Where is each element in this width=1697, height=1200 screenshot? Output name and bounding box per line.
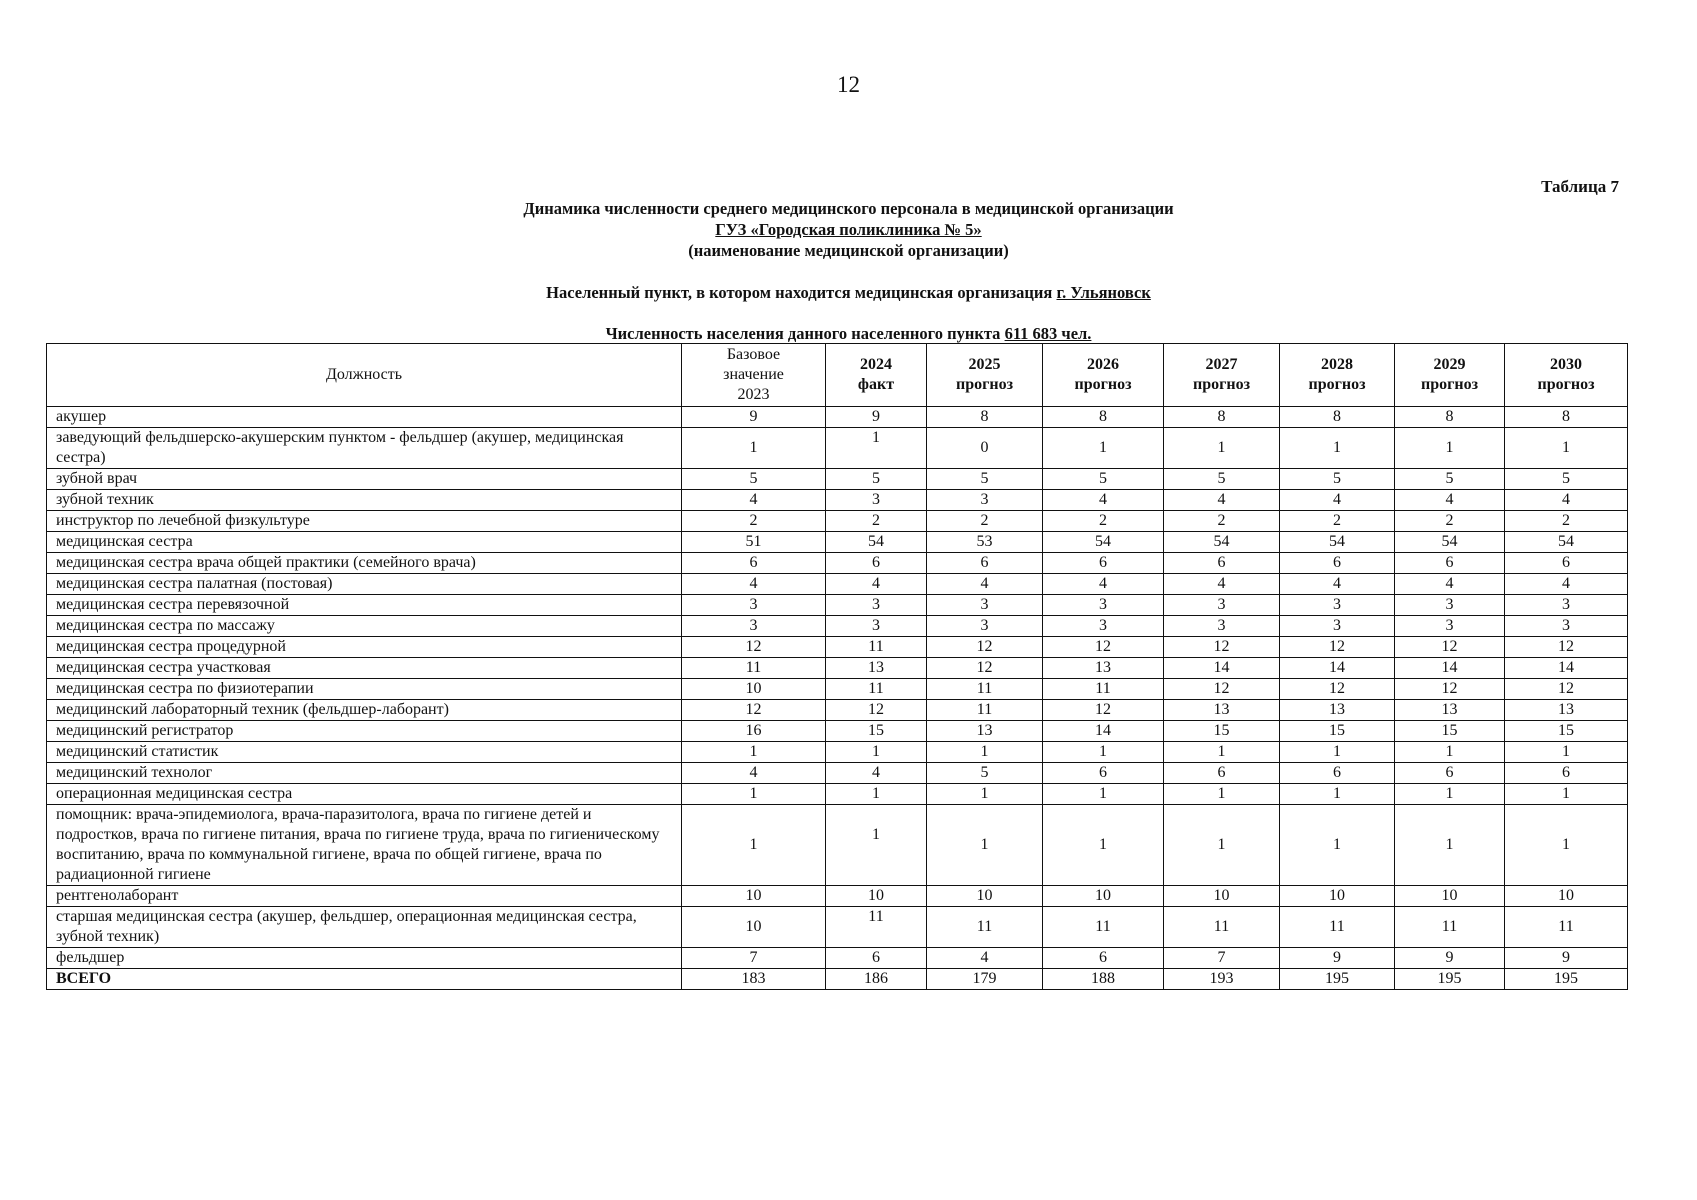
population-line <box>0 323 1697 344</box>
value-2029: 15 <box>1395 721 1505 742</box>
value-2030: 1 <box>1505 805 1628 886</box>
table-row <box>47 490 1628 511</box>
value-2023: 10 <box>682 886 826 907</box>
header-2030-year: 2030 <box>1550 356 1582 373</box>
value-2025: 11 <box>927 907 1043 948</box>
row-position: медицинская сестра по массажу <box>47 616 682 637</box>
value-2028: 2 <box>1280 511 1395 532</box>
value-2030: 6 <box>1505 553 1628 574</box>
value-2027: 4 <box>1164 490 1280 511</box>
value-2028: 9 <box>1280 948 1395 969</box>
value-2023: 5 <box>682 469 826 490</box>
value-2024: 9 <box>826 407 927 428</box>
table-row <box>47 574 1628 595</box>
value-2027: 7 <box>1164 948 1280 969</box>
table-row <box>47 742 1628 763</box>
value-2029: 9 <box>1395 948 1505 969</box>
value-2029: 4 <box>1395 574 1505 595</box>
table-row <box>47 721 1628 742</box>
value-2023: 1 <box>682 742 826 763</box>
value-2027: 5 <box>1164 469 1280 490</box>
value-2028: 4 <box>1280 574 1395 595</box>
value-2026: 2 <box>1043 511 1164 532</box>
value-2023: 3 <box>682 616 826 637</box>
value-2027: 3 <box>1164 595 1280 616</box>
staff-table <box>46 343 1628 990</box>
total-2023: 183 <box>682 969 826 990</box>
value-2025: 12 <box>927 658 1043 679</box>
value-2025: 1 <box>927 805 1043 886</box>
value-2024: 4 <box>826 574 927 595</box>
value-2030: 8 <box>1505 407 1628 428</box>
table-row <box>47 805 1628 886</box>
header-2028-year: 2028 <box>1321 356 1353 373</box>
value-2030: 1 <box>1505 784 1628 805</box>
value-2028: 6 <box>1280 763 1395 784</box>
value-2026: 4 <box>1043 574 1164 595</box>
value-2023: 12 <box>682 700 826 721</box>
header-2029-year: 2029 <box>1433 356 1466 373</box>
value-2025: 4 <box>927 948 1043 969</box>
locality-value: г. Ульяновск <box>1056 283 1151 302</box>
value-2026: 1 <box>1043 428 1164 469</box>
row-position: медицинский технолог <box>47 763 682 784</box>
value-2024: 11 <box>826 679 927 700</box>
value-2028: 13 <box>1280 700 1395 721</box>
value-2030: 10 <box>1505 886 1628 907</box>
value-2024: 6 <box>826 553 927 574</box>
value-2026: 6 <box>1043 553 1164 574</box>
value-2029: 6 <box>1395 553 1505 574</box>
value-2028: 12 <box>1280 679 1395 700</box>
table-row <box>47 532 1628 553</box>
value-2023: 11 <box>682 658 826 679</box>
value-2026: 54 <box>1043 532 1164 553</box>
header-2024 <box>826 344 927 407</box>
table-row <box>47 763 1628 784</box>
table-row <box>47 553 1628 574</box>
table-row <box>47 658 1628 679</box>
value-2026: 10 <box>1043 886 1164 907</box>
value-2024: 10 <box>826 886 927 907</box>
value-2030: 1 <box>1505 428 1628 469</box>
total-2030: 195 <box>1505 969 1628 990</box>
value-2023: 1 <box>682 428 826 469</box>
total-2025: 179 <box>927 969 1043 990</box>
total-2024: 186 <box>826 969 927 990</box>
value-2030: 6 <box>1505 763 1628 784</box>
total-2028: 195 <box>1280 969 1395 990</box>
value-2024: 2 <box>826 511 927 532</box>
header-2025-year: 2025 <box>968 356 1001 373</box>
row-position: старшая медицинская сестра (акушер, фельдшер, операционная медицинская сестра, зубной техник) <box>47 907 682 948</box>
value-2025: 2 <box>927 511 1043 532</box>
value-2027: 13 <box>1164 700 1280 721</box>
row-position: медицинский статистик <box>47 742 682 763</box>
value-2029: 10 <box>1395 886 1505 907</box>
header-base-line3: 2023 <box>737 386 770 403</box>
value-2028: 10 <box>1280 886 1395 907</box>
value-2029: 1 <box>1395 784 1505 805</box>
row-position: акушер <box>47 407 682 428</box>
row-position: рентгенолаборант <box>47 886 682 907</box>
value-2028: 1 <box>1280 805 1395 886</box>
value-2030: 14 <box>1505 658 1628 679</box>
value-2024: 11 <box>826 637 927 658</box>
value-2024: 1 <box>826 742 927 763</box>
row-position: инструктор по лечебной физкультуре <box>47 511 682 532</box>
value-2028: 8 <box>1280 407 1395 428</box>
value-2027: 12 <box>1164 679 1280 700</box>
table-title: Динамика численности среднего медицинского персонала в медицинской организации <box>523 199 1174 218</box>
value-2023: 12 <box>682 637 826 658</box>
page-number: 12 <box>837 72 860 97</box>
value-2027: 6 <box>1164 553 1280 574</box>
value-2027: 8 <box>1164 407 1280 428</box>
value-2029: 1 <box>1395 805 1505 886</box>
value-2030: 15 <box>1505 721 1628 742</box>
value-2030: 12 <box>1505 637 1628 658</box>
locality-label: Населенный пункт, в котором находится медицинская организация <box>546 283 1057 302</box>
row-position: зубной врач <box>47 469 682 490</box>
value-2026: 1 <box>1043 805 1164 886</box>
row-position: медицинская сестра перевязочной <box>47 595 682 616</box>
value-2026: 12 <box>1043 637 1164 658</box>
value-2029: 4 <box>1395 490 1505 511</box>
organization-name <box>0 219 1697 240</box>
value-2027: 1 <box>1164 805 1280 886</box>
value-2029: 54 <box>1395 532 1505 553</box>
row-position: операционная медицинская сестра <box>47 784 682 805</box>
value-2030: 1 <box>1505 742 1628 763</box>
population-label: Численность населения данного населенного пункта <box>605 324 1005 343</box>
value-2029: 11 <box>1395 907 1505 948</box>
value-2029: 1 <box>1395 428 1505 469</box>
value-2030: 3 <box>1505 616 1628 637</box>
value-2030: 4 <box>1505 490 1628 511</box>
header-2027-year: 2027 <box>1205 356 1238 373</box>
value-2028: 11 <box>1280 907 1395 948</box>
table-row <box>47 907 1628 948</box>
header-base-line1: Базовое <box>726 346 781 363</box>
value-2027: 1 <box>1164 742 1280 763</box>
row-position: зубной техник <box>47 490 682 511</box>
value-2024: 1 <box>826 784 927 805</box>
value-2025: 8 <box>927 407 1043 428</box>
value-2029: 3 <box>1395 595 1505 616</box>
header-2026-note: прогноз <box>1074 376 1132 393</box>
value-2026: 6 <box>1043 763 1164 784</box>
value-2026: 11 <box>1043 907 1164 948</box>
value-2030: 54 <box>1505 532 1628 553</box>
value-2023: 4 <box>682 490 826 511</box>
value-2024: 1 <box>826 805 927 886</box>
value-2024: 6 <box>826 948 927 969</box>
value-2027: 54 <box>1164 532 1280 553</box>
value-2024: 3 <box>826 490 927 511</box>
organization-caption: (наименование медицинской организации) <box>688 241 1009 260</box>
value-2023: 9 <box>682 407 826 428</box>
header-2024-note: факт <box>857 376 895 393</box>
value-2025: 3 <box>927 490 1043 511</box>
header-2026-year: 2026 <box>1087 356 1119 373</box>
value-2029: 8 <box>1395 407 1505 428</box>
header-2027-note: прогноз <box>1192 376 1251 393</box>
value-2028: 1 <box>1280 784 1395 805</box>
value-2024: 3 <box>826 595 927 616</box>
header-2025 <box>927 344 1043 407</box>
table-row <box>47 886 1628 907</box>
value-2023: 10 <box>682 679 826 700</box>
value-2028: 1 <box>1280 742 1395 763</box>
value-2026: 12 <box>1043 700 1164 721</box>
value-2025: 13 <box>927 721 1043 742</box>
value-2028: 12 <box>1280 637 1395 658</box>
value-2023: 1 <box>682 805 826 886</box>
row-position: фельдшер <box>47 948 682 969</box>
value-2027: 12 <box>1164 637 1280 658</box>
row-position: заведующий фельдшерско-акушерским пунктом - фельдшер (акушер, медицинская сестра) <box>47 428 682 469</box>
value-2024: 54 <box>826 532 927 553</box>
value-2027: 4 <box>1164 574 1280 595</box>
value-2026: 3 <box>1043 616 1164 637</box>
value-2026: 3 <box>1043 595 1164 616</box>
value-2025: 6 <box>927 553 1043 574</box>
table-row <box>47 616 1628 637</box>
header-2028-note: прогноз <box>1308 376 1366 393</box>
value-2025: 11 <box>927 700 1043 721</box>
row-position: медицинская сестра палатная (постовая) <box>47 574 682 595</box>
value-2028: 14 <box>1280 658 1395 679</box>
header-2024-year: 2024 <box>860 356 892 373</box>
header-2030-note: прогноз <box>1537 376 1595 393</box>
value-2024: 11 <box>826 907 927 948</box>
table-row <box>47 407 1628 428</box>
header-2030 <box>1505 344 1628 407</box>
value-2027: 2 <box>1164 511 1280 532</box>
value-2027: 3 <box>1164 616 1280 637</box>
value-2026: 14 <box>1043 721 1164 742</box>
value-2029: 2 <box>1395 511 1505 532</box>
row-position: медицинская сестра по физиотерапии <box>47 679 682 700</box>
value-2026: 8 <box>1043 407 1164 428</box>
total-2027: 193 <box>1164 969 1280 990</box>
table-row <box>47 948 1628 969</box>
header-2026 <box>1043 344 1164 407</box>
value-2025: 1 <box>927 784 1043 805</box>
value-2027: 10 <box>1164 886 1280 907</box>
value-2028: 1 <box>1280 428 1395 469</box>
value-2025: 12 <box>927 637 1043 658</box>
value-2026: 4 <box>1043 490 1164 511</box>
value-2023: 6 <box>682 553 826 574</box>
population-value: 611 683 чел. <box>1004 324 1092 343</box>
value-2026: 1 <box>1043 784 1164 805</box>
value-2025: 53 <box>927 532 1043 553</box>
value-2024: 1 <box>826 428 927 469</box>
value-2025: 5 <box>927 469 1043 490</box>
value-2023: 51 <box>682 532 826 553</box>
value-2028: 4 <box>1280 490 1395 511</box>
value-2030: 9 <box>1505 948 1628 969</box>
value-2029: 12 <box>1395 637 1505 658</box>
table-row <box>47 637 1628 658</box>
value-2026: 1 <box>1043 742 1164 763</box>
header-2027 <box>1164 344 1280 407</box>
value-2029: 5 <box>1395 469 1505 490</box>
value-2029: 14 <box>1395 658 1505 679</box>
value-2025: 5 <box>927 763 1043 784</box>
value-2027: 15 <box>1164 721 1280 742</box>
total-2026: 188 <box>1043 969 1164 990</box>
value-2028: 5 <box>1280 469 1395 490</box>
value-2028: 3 <box>1280 595 1395 616</box>
header-base-2023 <box>682 344 826 407</box>
total-label: ВСЕГО <box>47 969 682 990</box>
value-2027: 11 <box>1164 907 1280 948</box>
value-2023: 7 <box>682 948 826 969</box>
value-2028: 3 <box>1280 616 1395 637</box>
value-2030: 13 <box>1505 700 1628 721</box>
value-2026: 5 <box>1043 469 1164 490</box>
value-2030: 4 <box>1505 574 1628 595</box>
header-base-line2: значение <box>723 366 784 383</box>
value-2025: 11 <box>927 679 1043 700</box>
table-header-row <box>47 344 1628 407</box>
table-row <box>47 679 1628 700</box>
value-2028: 54 <box>1280 532 1395 553</box>
value-2027: 1 <box>1164 784 1280 805</box>
value-2030: 12 <box>1505 679 1628 700</box>
value-2026: 11 <box>1043 679 1164 700</box>
value-2025: 3 <box>927 595 1043 616</box>
row-position: медицинская сестра <box>47 532 682 553</box>
organization-name-text: ГУЗ «Городская поликлиника № 5» <box>715 220 982 239</box>
value-2024: 13 <box>826 658 927 679</box>
header-2028 <box>1280 344 1395 407</box>
value-2027: 6 <box>1164 763 1280 784</box>
value-2023: 1 <box>682 784 826 805</box>
row-position: медицинский регистратор <box>47 721 682 742</box>
value-2029: 13 <box>1395 700 1505 721</box>
value-2029: 12 <box>1395 679 1505 700</box>
value-2023: 4 <box>682 763 826 784</box>
value-2025: 4 <box>927 574 1043 595</box>
table-row <box>47 511 1628 532</box>
row-position: медицинская сестра врача общей практики (семейного врача) <box>47 553 682 574</box>
value-2028: 15 <box>1280 721 1395 742</box>
value-2023: 10 <box>682 907 826 948</box>
value-2024: 15 <box>826 721 927 742</box>
table-row <box>47 784 1628 805</box>
value-2027: 1 <box>1164 428 1280 469</box>
value-2030: 2 <box>1505 511 1628 532</box>
row-position: медицинская сестра процедурной <box>47 637 682 658</box>
row-position: медицинская сестра участковая <box>47 658 682 679</box>
table-row <box>47 700 1628 721</box>
value-2024: 5 <box>826 469 927 490</box>
header-2025-note: прогноз <box>955 376 1014 393</box>
value-2023: 16 <box>682 721 826 742</box>
value-2029: 6 <box>1395 763 1505 784</box>
total-row <box>47 969 1628 990</box>
value-2025: 0 <box>927 428 1043 469</box>
value-2025: 1 <box>927 742 1043 763</box>
value-2024: 12 <box>826 700 927 721</box>
value-2023: 3 <box>682 595 826 616</box>
value-2023: 4 <box>682 574 826 595</box>
value-2025: 3 <box>927 616 1043 637</box>
value-2026: 13 <box>1043 658 1164 679</box>
value-2029: 1 <box>1395 742 1505 763</box>
value-2030: 5 <box>1505 469 1628 490</box>
value-2025: 10 <box>927 886 1043 907</box>
locality-line <box>0 282 1697 303</box>
table-row <box>47 469 1628 490</box>
header-2029 <box>1395 344 1505 407</box>
total-2029: 195 <box>1395 969 1505 990</box>
value-2023: 2 <box>682 511 826 532</box>
value-2024: 3 <box>826 616 927 637</box>
value-2030: 11 <box>1505 907 1628 948</box>
value-2028: 6 <box>1280 553 1395 574</box>
table-label: Таблица 7 <box>1541 177 1619 196</box>
value-2029: 3 <box>1395 616 1505 637</box>
row-position: медицинский лабораторный техник (фельдшер-лаборант) <box>47 700 682 721</box>
table-row <box>47 428 1628 469</box>
value-2027: 14 <box>1164 658 1280 679</box>
header-2029-note: прогноз <box>1420 376 1479 393</box>
value-2024: 4 <box>826 763 927 784</box>
value-2026: 6 <box>1043 948 1164 969</box>
value-2030: 3 <box>1505 595 1628 616</box>
table-row <box>47 595 1628 616</box>
row-position: помощник: врача-эпидемиолога, врача-паразитолога, врача по гигиене детей и подростков, врача по гигиене питания, врача по гигиене труда, врача по гигиеническому воспитанию, врача по коммунальной гигиене, врача по общей гигиене, врача по радиационной гигиене <box>47 805 682 886</box>
header-position: Должность <box>47 344 682 407</box>
